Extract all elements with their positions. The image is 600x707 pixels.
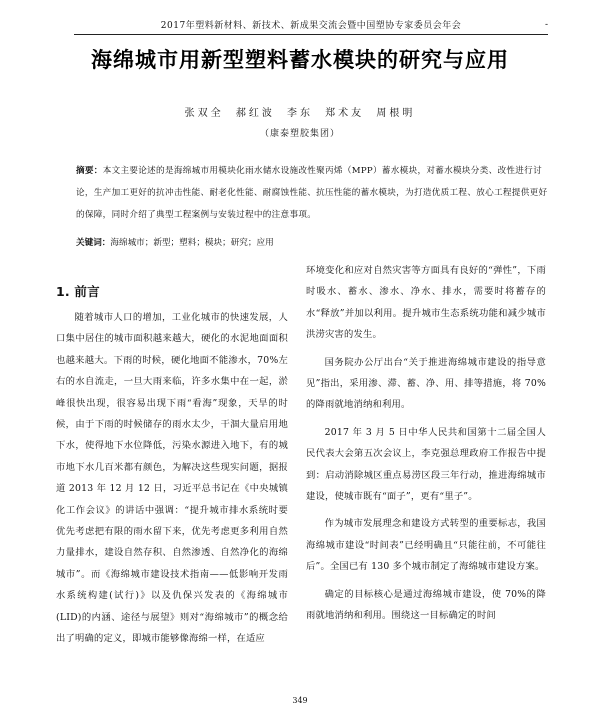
header-mark: - [544, 20, 548, 30]
affiliation: （康泰塑胶集团） [259, 129, 340, 139]
keywords [76, 236, 548, 250]
body-paragraph: 随着城市人口的增加，工业化城市的快速发展，人口集中居住的城市面积越来越大，硬化的水泥地面面积也越来越大。下雨的时候，硬化地面不能渗水，70%左右的水自流走，一旦大雨来临，许多水集中在一起，淤峰很快出现，很容易出现下雨“看海”现象，天旱的时候，由于下雨的时候储存的雨水太少，干涸大量启用地下水，使得地下水位降低，污染水源进入地下，有的城市地下水几百米都有颜色，为解决这些现实问题，据报道 2013 年 12 月 12 日，习近平总书记在《中央城镇化工作会议》的讲话中强调：“提升城市排水系统时要优先考虑把有限的雨水留下来，优先考虑更多利用自然力量排水，建设自然存积、自然渗透、自然净化的海绵城市”。而《海绵城市建设技术指南——低影响开发雨水系统构建(试行)》以及仇保兴发表的《海绵城市(LID)的内涵、途径与展望》则对“海绵城市”的概念给出了明确的定义，即城市能够像海绵一样，在适应 [56, 312, 288, 645]
body-paragraph: 2017 年 3 月 5 日中华人民共和国第十二届全国人民代表大会第五次会议上，李克强总理政府工作报告中提到：启动消除城区重点易涝区段三年行动，推进海绵城市建设，使城市既有“面子”，更有“里子”。 [306, 426, 546, 503]
paper-title: 海绵城市用新型塑料蓄水模块的研究与应用 [91, 48, 509, 72]
abstract-label: 摘要： [76, 166, 103, 176]
body-paragraph: 环境变化和应对自然灾害等方面具有良好的“弹性”，下雨时吸水、蓄水、渗水、净水、排水，需要时将蓄存的水“释放”并加以利用。提升城市生态系统功能和减少城市洪涝灾害的发生。 [306, 265, 546, 341]
body-paragraph: 作为城市发展理念和建设方式转型的重要标志，我国海绵城市建设“时间表”已经明确且“只能往前，不可能往后”。全国已有 130 多个城市制定了海绵城市建设方案。 [306, 518, 546, 573]
keywords-text: 海绵城市；新型；塑料；模块；研究；应用 [110, 238, 274, 248]
authors: 张双全 郝红波 李东 郑术友 周根明 [184, 108, 416, 119]
section-heading: 1. 前言 [56, 284, 100, 299]
abstract [76, 160, 548, 226]
running-header: 2017年塑料新材料、新技术、新成果交流会暨中国塑协专家委员会年会 [74, 20, 548, 35]
body-paragraph: 国务院办公厅出台“关于推进海绵城市建设的指导意见”指出，采用渗、滞、蓄、净、用、排等措施，将 70%的降雨就地消纳和利用。 [306, 356, 546, 411]
body-paragraph: 确定的目标核心是通过海绵城市建设，使 70%的降雨就地消纳和利用。围绕这一目标确定的时间 [306, 588, 546, 622]
keywords-label: 关键词： [76, 238, 111, 248]
right-column [306, 260, 546, 627]
page-number: 349 [292, 696, 308, 705]
abstract-text: 本文主要论述的是海绵城市用模块化雨水储水设施改性聚丙烯（MPP）蓄水模块，对蓄水模块分类、改性进行讨论，生产加工更好的抗冲击性能、耐老化性能、耐腐蚀性能、抗压性能的蓄水模块，为打造优质工程、放心工程提供更好的保障，同时介绍了典型工程案例与安装过程中的注意事项。 [76, 166, 548, 220]
left-column [56, 284, 288, 650]
